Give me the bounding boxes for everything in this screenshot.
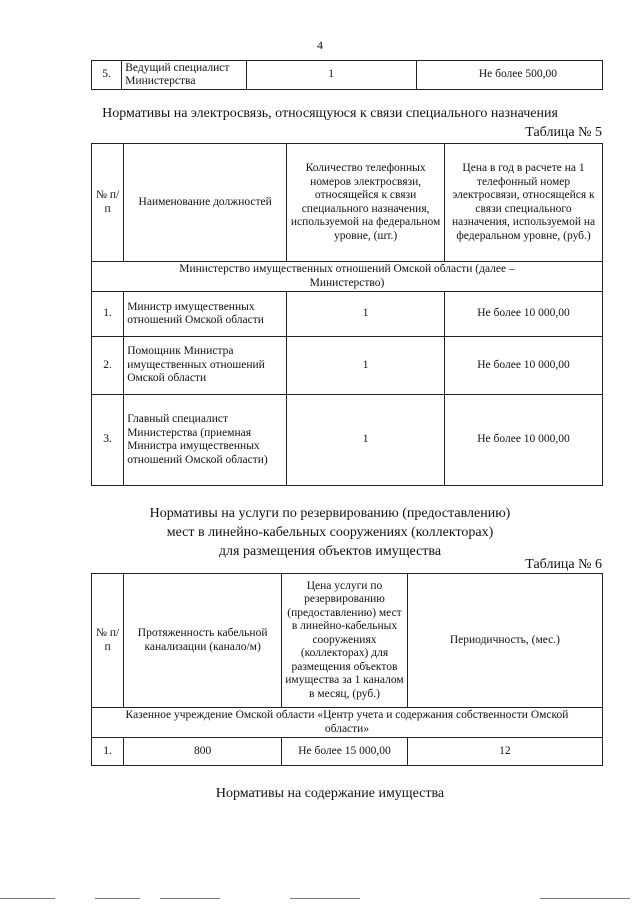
row-number: 5. [92, 61, 122, 90]
org-name: Казенное учреждение Омской области «Центр учета и содержания собственности Омской области» [92, 708, 603, 738]
header-period: Периодичность, (мес.) [407, 574, 602, 708]
position-name: Помощник Министра имущественных отношений Омской области [124, 337, 287, 395]
price: Не более 15 000,00 [282, 738, 408, 766]
scan-line [95, 898, 140, 899]
header-quantity: Количество телефонных номеров электросвязи, относящейся к связи специального назначения, используемой на федеральном уровне, (шт.) [287, 144, 445, 262]
header-name: Наименование должностей [124, 144, 287, 262]
header-length: Протяженность кабельной канализации (канало/м) [124, 574, 282, 708]
header-price: Цена услуги по резервированию (предоставлению) мест в линейно-кабельных сооружениях (коллекторах) для размещения объектов имущества за 1 каналом в месяц, (руб.) [282, 574, 408, 708]
table-row [92, 395, 603, 486]
scan-line [160, 898, 220, 899]
section7-heading: Нормативы на содержание имущества [215, 786, 445, 801]
header-number: № п/п [92, 574, 124, 708]
table-row [92, 292, 603, 337]
org-row [92, 262, 603, 292]
table-6 [91, 573, 603, 766]
section6-heading [60, 504, 600, 561]
section6-heading-line: мест в линейно-кабельных сооружениях (коллекторах) [166, 525, 494, 540]
org-row [92, 708, 603, 738]
scan-line [540, 898, 630, 899]
price: Не более 10 000,00 [445, 337, 603, 395]
org-name: Министерство имущественных отношений Омской области (далее – Министерство) [92, 262, 603, 292]
price: Не более 10 000,00 [445, 395, 603, 486]
table-row [92, 337, 603, 395]
quantity: 1 [287, 292, 445, 337]
scan-line [0, 898, 55, 899]
quantity: 1 [287, 395, 445, 486]
position-name: Ведущий специалист Министерства [122, 61, 246, 90]
price: Не более 10 000,00 [445, 292, 603, 337]
position-name: Министр имущественных отношений Омской области [124, 292, 287, 337]
quantity: 1 [246, 61, 416, 90]
page-number: 4 [317, 38, 323, 52]
table-header-row [92, 144, 603, 262]
scan-line [290, 898, 360, 899]
table6-label: Таблица № 6 [525, 557, 602, 572]
period: 12 [407, 738, 602, 766]
section6-heading-line: для размещения объектов имущества [218, 544, 442, 559]
header-price: Цена в год в расчете на 1 телефонный номер электросвязи, относящейся к связи специального назначения, используемой на федеральном уровне, (руб.) [445, 144, 603, 262]
cable-length: 800 [124, 738, 282, 766]
row-number: 1. [92, 292, 124, 337]
table-row [92, 738, 603, 766]
table5-label: Таблица № 5 [525, 125, 602, 140]
section6-heading-line: Нормативы на услуги по резервированию (предоставлению) [149, 506, 511, 521]
table-header-row [92, 574, 603, 708]
section5-heading: Нормативы на электросвязь, относящуюся к связи специального назначения [102, 106, 558, 121]
table-continuation [91, 60, 603, 90]
header-number: № п/п [92, 144, 124, 262]
position-name: Главный специалист Министерства (приемная Министра имущественных отношений Омской области) [124, 395, 287, 486]
table-row [92, 61, 603, 90]
table-5 [91, 143, 603, 486]
row-number: 2. [92, 337, 124, 395]
quantity: 1 [287, 337, 445, 395]
limit: Не более 500,00 [416, 61, 602, 90]
row-number: 3. [92, 395, 124, 486]
row-number: 1. [92, 738, 124, 766]
